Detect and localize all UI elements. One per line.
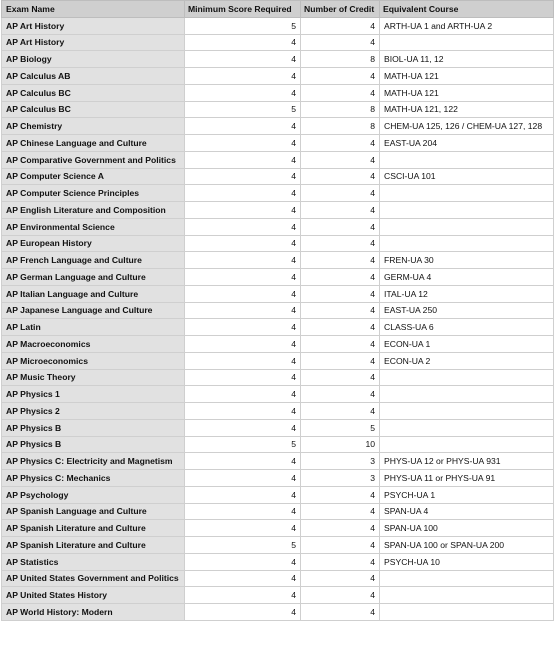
credit-cell: 4 — [301, 503, 380, 520]
equivalent-course-cell — [380, 202, 554, 219]
minimum-score-cell: 4 — [185, 470, 301, 487]
table-header — [2, 1, 554, 18]
equivalent-course-cell: MATH-UA 121 — [380, 84, 554, 101]
credit-cell: 4 — [301, 537, 380, 554]
table-row — [2, 352, 554, 369]
minimum-score-cell: 4 — [185, 185, 301, 202]
equivalent-course-cell — [380, 403, 554, 420]
credit-cell: 4 — [301, 17, 380, 34]
equivalent-course-cell — [380, 151, 554, 168]
minimum-score-cell: 4 — [185, 570, 301, 587]
table-row — [2, 369, 554, 386]
equivalent-course-cell: EAST-UA 204 — [380, 135, 554, 152]
minimum-score-cell: 4 — [185, 218, 301, 235]
credit-cell: 4 — [301, 185, 380, 202]
equivalent-course-cell — [380, 604, 554, 621]
equivalent-course-cell — [380, 587, 554, 604]
table-row — [2, 285, 554, 302]
minimum-score-cell: 4 — [185, 503, 301, 520]
exam-name-cell: AP European History — [2, 235, 185, 252]
table-row — [2, 453, 554, 470]
equivalent-course-cell: BIOL-UA 11, 12 — [380, 51, 554, 68]
credit-cell: 4 — [301, 604, 380, 621]
minimum-score-cell: 4 — [185, 84, 301, 101]
equivalent-course-cell: GERM-UA 4 — [380, 269, 554, 286]
credit-cell: 4 — [301, 34, 380, 51]
equivalent-course-cell: PHYS-UA 11 or PHYS-UA 91 — [380, 470, 554, 487]
credit-cell: 8 — [301, 101, 380, 118]
exam-name-cell: AP French Language and Culture — [2, 252, 185, 269]
header-equivalent-course: Equivalent Course — [380, 1, 554, 18]
exam-name-cell: AP Physics B — [2, 419, 185, 436]
minimum-score-cell: 5 — [185, 17, 301, 34]
table-row — [2, 135, 554, 152]
exam-name-cell: AP Physics C: Electricity and Magnetism — [2, 453, 185, 470]
table-row — [2, 486, 554, 503]
table-row — [2, 470, 554, 487]
equivalent-course-cell — [380, 436, 554, 453]
equivalent-course-cell: CLASS-UA 6 — [380, 319, 554, 336]
equivalent-course-cell — [380, 235, 554, 252]
credit-cell: 4 — [301, 68, 380, 85]
credit-cell: 4 — [301, 403, 380, 420]
credit-cell: 4 — [301, 168, 380, 185]
equivalent-course-cell: MATH-UA 121 — [380, 68, 554, 85]
equivalent-course-cell: ARTH-UA 1 and ARTH-UA 2 — [380, 17, 554, 34]
minimum-score-cell: 5 — [185, 537, 301, 554]
credit-cell: 4 — [301, 369, 380, 386]
table-row — [2, 68, 554, 85]
equivalent-course-cell: MATH-UA 121, 122 — [380, 101, 554, 118]
credit-cell: 4 — [301, 235, 380, 252]
minimum-score-cell: 4 — [185, 269, 301, 286]
exam-name-cell: AP Psychology — [2, 486, 185, 503]
credit-cell: 4 — [301, 84, 380, 101]
table-row — [2, 218, 554, 235]
table-row — [2, 302, 554, 319]
equivalent-course-cell — [380, 419, 554, 436]
table-row — [2, 84, 554, 101]
exam-name-cell: AP Calculus AB — [2, 68, 185, 85]
table-row — [2, 553, 554, 570]
exam-name-cell: AP Comparative Government and Politics — [2, 151, 185, 168]
exam-name-cell: AP Environmental Science — [2, 218, 185, 235]
exam-name-cell: AP Biology — [2, 51, 185, 68]
minimum-score-cell: 4 — [185, 587, 301, 604]
minimum-score-cell: 4 — [185, 403, 301, 420]
equivalent-course-cell: SPAN-UA 100 or SPAN-UA 200 — [380, 537, 554, 554]
equivalent-course-cell: CSCI-UA 101 — [380, 168, 554, 185]
minimum-score-cell: 4 — [185, 386, 301, 403]
credit-cell: 5 — [301, 419, 380, 436]
exam-name-cell: AP Spanish Literature and Culture — [2, 537, 185, 554]
equivalent-course-cell — [380, 386, 554, 403]
table-row — [2, 403, 554, 420]
minimum-score-cell: 4 — [185, 419, 301, 436]
table-row — [2, 118, 554, 135]
exam-name-cell: AP Physics C: Mechanics — [2, 470, 185, 487]
minimum-score-cell: 4 — [185, 135, 301, 152]
minimum-score-cell: 4 — [185, 604, 301, 621]
table-row — [2, 168, 554, 185]
exam-name-cell: AP Physics 2 — [2, 403, 185, 420]
credit-cell: 4 — [301, 252, 380, 269]
credit-cell: 8 — [301, 118, 380, 135]
minimum-score-cell: 4 — [185, 118, 301, 135]
table-row — [2, 419, 554, 436]
header-number-of-credit: Number of Credit — [301, 1, 380, 18]
minimum-score-cell: 4 — [185, 302, 301, 319]
table-row — [2, 386, 554, 403]
credit-cell: 4 — [301, 520, 380, 537]
exam-name-cell: AP Computer Science A — [2, 168, 185, 185]
exam-name-cell: AP Art History — [2, 17, 185, 34]
exam-name-cell: AP Microeconomics — [2, 352, 185, 369]
equivalent-course-cell — [380, 185, 554, 202]
equivalent-course-cell: PHYS-UA 12 or PHYS-UA 931 — [380, 453, 554, 470]
equivalent-course-cell: SPAN-UA 100 — [380, 520, 554, 537]
minimum-score-cell: 4 — [185, 168, 301, 185]
credit-cell: 4 — [301, 486, 380, 503]
equivalent-course-cell: ITAL-UA 12 — [380, 285, 554, 302]
minimum-score-cell: 4 — [185, 336, 301, 353]
credit-cell: 8 — [301, 51, 380, 68]
minimum-score-cell: 4 — [185, 68, 301, 85]
equivalent-course-cell — [380, 34, 554, 51]
minimum-score-cell: 4 — [185, 486, 301, 503]
table-body — [2, 17, 554, 620]
minimum-score-cell: 4 — [185, 553, 301, 570]
table-row — [2, 51, 554, 68]
header-row — [2, 1, 554, 18]
minimum-score-cell: 4 — [185, 369, 301, 386]
exam-name-cell: AP United States History — [2, 587, 185, 604]
exam-name-cell: AP Calculus BC — [2, 84, 185, 101]
credit-cell: 4 — [301, 570, 380, 587]
table-row — [2, 269, 554, 286]
exam-name-cell: AP Art History — [2, 34, 185, 51]
exam-name-cell: AP Music Theory — [2, 369, 185, 386]
table-row — [2, 235, 554, 252]
credit-cell: 3 — [301, 470, 380, 487]
minimum-score-cell: 4 — [185, 235, 301, 252]
credit-cell: 4 — [301, 302, 380, 319]
equivalent-course-cell: FREN-UA 30 — [380, 252, 554, 269]
table-row — [2, 17, 554, 34]
table-row — [2, 604, 554, 621]
table-row — [2, 252, 554, 269]
equivalent-course-cell: PSYCH-UA 10 — [380, 553, 554, 570]
table-row — [2, 587, 554, 604]
table-row — [2, 570, 554, 587]
table-row — [2, 520, 554, 537]
header-minimum-score: Minimum Score Required — [185, 1, 301, 18]
exam-name-cell: AP Latin — [2, 319, 185, 336]
exam-name-cell: AP Physics 1 — [2, 386, 185, 403]
credit-cell: 4 — [301, 218, 380, 235]
exam-name-cell: AP Calculus BC — [2, 101, 185, 118]
credit-cell: 4 — [301, 553, 380, 570]
equivalent-course-cell: ECON-UA 2 — [380, 352, 554, 369]
exam-name-cell: AP Chinese Language and Culture — [2, 135, 185, 152]
minimum-score-cell: 4 — [185, 319, 301, 336]
credit-cell: 4 — [301, 336, 380, 353]
exam-name-cell: AP Computer Science Principles — [2, 185, 185, 202]
exam-name-cell: AP German Language and Culture — [2, 269, 185, 286]
minimum-score-cell: 4 — [185, 352, 301, 369]
credit-table — [1, 0, 554, 621]
table-row — [2, 202, 554, 219]
equivalent-course-cell — [380, 570, 554, 587]
credit-cell: 4 — [301, 285, 380, 302]
minimum-score-cell: 4 — [185, 252, 301, 269]
credit-cell: 10 — [301, 436, 380, 453]
exam-name-cell: AP Spanish Language and Culture — [2, 503, 185, 520]
equivalent-course-cell: ECON-UA 1 — [380, 336, 554, 353]
minimum-score-cell: 4 — [185, 202, 301, 219]
table-row — [2, 336, 554, 353]
equivalent-course-cell: PSYCH-UA 1 — [380, 486, 554, 503]
credit-cell: 4 — [301, 135, 380, 152]
minimum-score-cell: 5 — [185, 101, 301, 118]
credit-cell: 4 — [301, 319, 380, 336]
minimum-score-cell: 4 — [185, 285, 301, 302]
table-row — [2, 101, 554, 118]
exam-name-cell: AP United States Government and Politics — [2, 570, 185, 587]
equivalent-course-cell: EAST-UA 250 — [380, 302, 554, 319]
credit-cell: 3 — [301, 453, 380, 470]
minimum-score-cell: 4 — [185, 520, 301, 537]
table-row — [2, 503, 554, 520]
equivalent-course-cell: SPAN-UA 4 — [380, 503, 554, 520]
minimum-score-cell: 4 — [185, 34, 301, 51]
exam-name-cell: AP English Literature and Composition — [2, 202, 185, 219]
minimum-score-cell: 5 — [185, 436, 301, 453]
exam-name-cell: AP Italian Language and Culture — [2, 285, 185, 302]
equivalent-course-cell — [380, 369, 554, 386]
credit-cell: 4 — [301, 386, 380, 403]
equivalent-course-cell: CHEM-UA 125, 126 / CHEM-UA 127, 128 — [380, 118, 554, 135]
credit-cell: 4 — [301, 352, 380, 369]
credit-cell: 4 — [301, 202, 380, 219]
header-exam-name: Exam Name — [2, 1, 185, 18]
exam-name-cell: AP Spanish Literature and Culture — [2, 520, 185, 537]
exam-name-cell: AP Macroeconomics — [2, 336, 185, 353]
exam-name-cell: AP Chemistry — [2, 118, 185, 135]
exam-name-cell: AP Statistics — [2, 553, 185, 570]
table-row — [2, 537, 554, 554]
minimum-score-cell: 4 — [185, 453, 301, 470]
table-row — [2, 436, 554, 453]
equivalent-course-cell — [380, 218, 554, 235]
credit-cell: 4 — [301, 151, 380, 168]
exam-name-cell: AP Japanese Language and Culture — [2, 302, 185, 319]
credit-cell: 4 — [301, 269, 380, 286]
table-row — [2, 34, 554, 51]
minimum-score-cell: 4 — [185, 51, 301, 68]
table-row — [2, 151, 554, 168]
table-row — [2, 319, 554, 336]
minimum-score-cell: 4 — [185, 151, 301, 168]
credit-cell: 4 — [301, 587, 380, 604]
exam-name-cell: AP World History: Modern — [2, 604, 185, 621]
exam-name-cell: AP Physics B — [2, 436, 185, 453]
table-row — [2, 185, 554, 202]
